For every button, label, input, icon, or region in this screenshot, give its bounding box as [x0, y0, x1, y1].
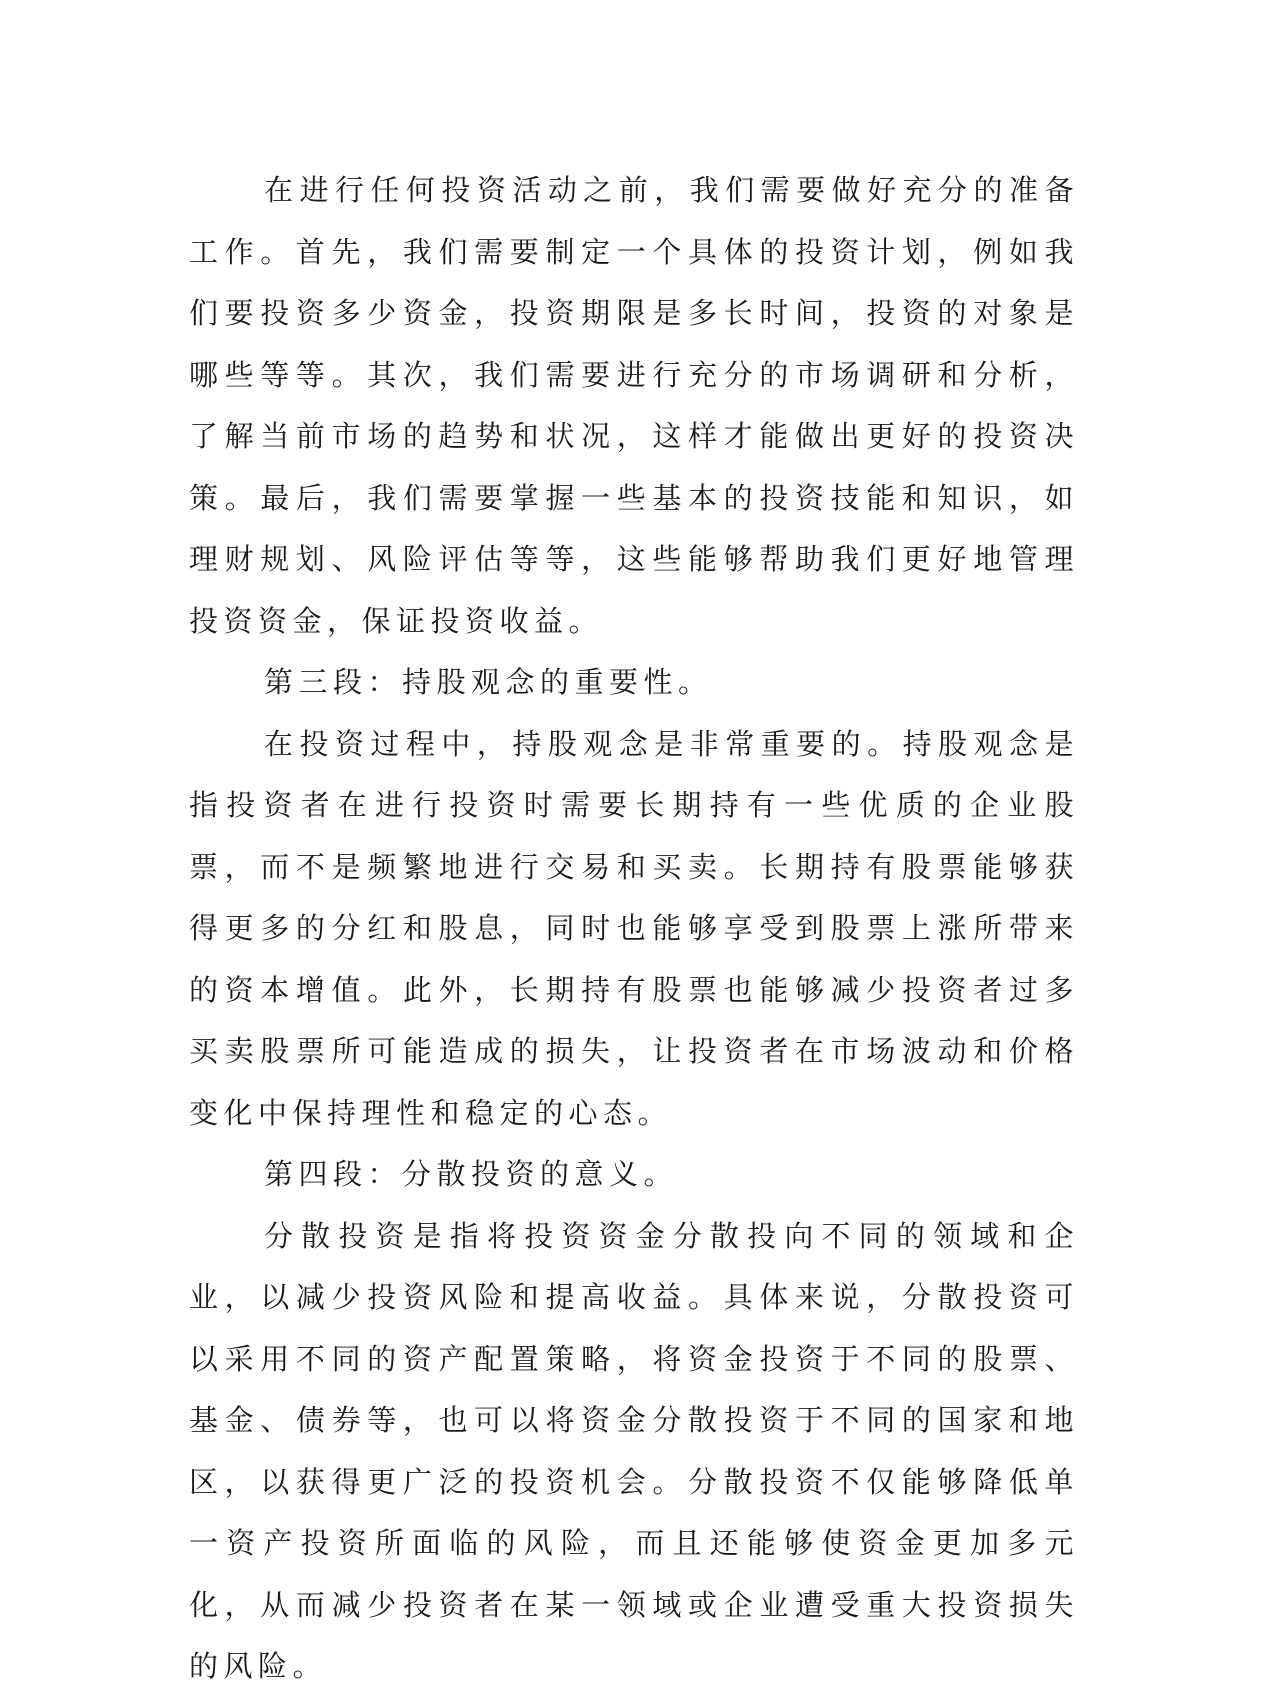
paragraph-holding-concept: 在投资过程中，持股观念是非常重要的。持股观念是指投资者在进行投资时需要长期持有一些优质的企业股票，而不是频繁地进行交易和买卖。长期持有股票能够获得更多的分红和股息，同时也能够享受到股票上涨所带来的资本增值。此外，长期持有股票也能够减少投资者过多买卖股票所可能造成的损失，让投资者在市场波动和价格变化中保持理性和稳定的心态。 — [189, 726, 1079, 1130]
document-body — [189, 160, 1079, 1698]
section-heading-third: 第三段：持股观念的重要性。 — [264, 665, 713, 699]
paragraph-preparation: 在进行任何投资活动之前，我们需要做好充分的准备工作。首先，我们需要制定一个具体的投资计划，例如我们要投资多少资金，投资期限是多长时间，投资的对象是哪些等等。其次，我们需要进行充分的市场调研和分析，了解当前市场的趋势和状况，这样才能做出更好的投资决策。最后，我们需要掌握一些基本的投资技能和知识，如理财规划、风险评估等等，这些能够帮助我们更好地管理投资资金，保证投资收益。 — [189, 173, 1079, 638]
paragraph-diversification: 分散投资是指将投资资金分散投向不同的领域和企业，以减少投资风险和提高收益。具体来说，分散投资可以采用不同的资产配置策略，将资金投资于不同的股票、基金、债券等，也可以将资金分散投资于不同的国家和地区，以获得更广泛的投资机会。分散投资不仅能够降低单一资产投资所面临的风险，而且还能够使资金更加多元化，从而减少投资者在某一领域或企业遭受重大投资损失的风险。 — [189, 1218, 1079, 1683]
section-heading-fourth: 第四段：分散投资的意义。 — [264, 1157, 679, 1191]
